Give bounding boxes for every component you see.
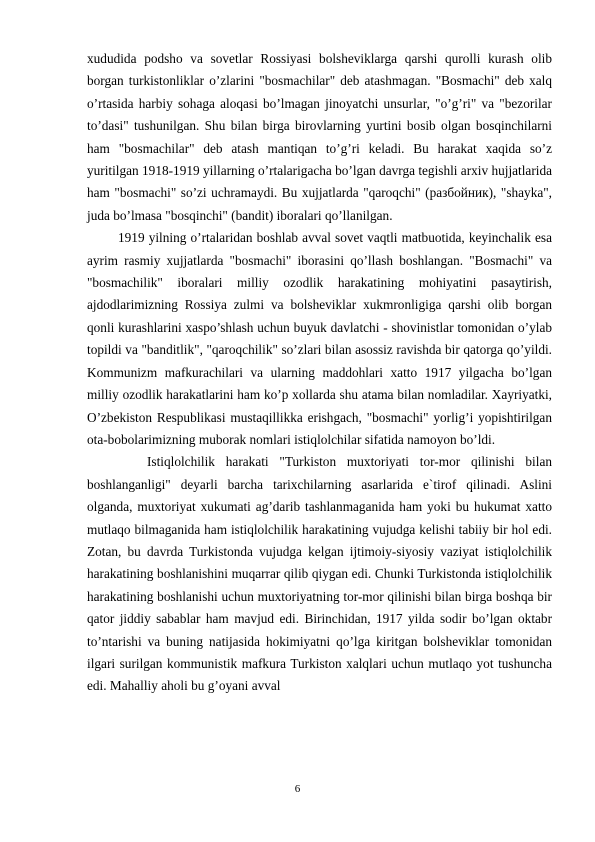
- document-page: [87, 48, 552, 698]
- paragraph-2: 1919 yilning o’rtalaridan boshlab avval sovet vaqtli matbuotida, keyinchalik esa ayrim rasmiy xujjatlarda "bosmachi" iborasini qo’llash boshlangan. "Bosmachi" va "bosmachilik" iboralari milliy ozodlik harakatining mohiyatini pasaytirish, ajdodlarimizning Rossiya zulmi va bolsheviklar xukmronligiga qarshi olib borgan qonli kurashlarini xaspo’shlash uchun buyuk davlatchi - shovinistlar tomonidan o’ylab topildi va "banditlik", "qaroqchilik" so’zlari bilan asossiz ravishda bir qatorga qo’yildi. Kommunizm mafkurachilari va ularning maddohlari xatto 1917 yilgacha bo’lgan milliy ozodlik harakatlarini ham ko’p xollarda shu atama bilan nomladilar. Xayriyatki, O’zbekiston Respublikasi mustaqillikka erishgach, "bosmachi" yorlig’i yopishtirilgan ota-bobolarimizning muborak nomlari istiqlolchilar sifatida namoyon bo’ldi.: [87, 230, 552, 447]
- page-number: 6: [294, 783, 301, 795]
- paragraph-1: xududida podsho va sovetlar Rossiyasi bolsheviklarga qarshi qurolli kurash olib borgan turkistonliklar o’zlarini "bosmachilar" deb atashmagan. "Bosmachi" deb xalq o’rtasida harbiy sohaga aloqasi bo’lmagan jinoyatchi unsurlar, "o’g’ri" va "bezorilar to’dasi" tushunilgan. Shu bilan birga birovlarning yurtini bosib olgan bosqinchilarni ham "bosmachilar" deb atash mantiqan to’g’ri keladi. Bu harakat xaqida so’z yuritilgan 1918-1919 yillarning o’rtalarigacha bo’lgan davrga tegishli arxiv hujjatlarida ham "bosmachi" so’zi uchramaydi. Bu xujjatlarda "qaroqchi" (разбойник), "shayka", juda bo’lmasa "bosqinchi" (bandit) iboralari qo’llanilgan.: [87, 51, 553, 223]
- paragraph-3: Istiqlolchilik harakati "Turkiston muxtoriyati tor-mor qilinishi bilan boshlanganligi" deyarli barcha tarixchilarning asarlarida e`tirof qilinadi. Aslini olganda, muxtoriyat xukumati ag’darib tashlanmaganida ham yoki bu hukumat xatto mutlaqo bilmaganida ham istiqlolchilik harakatining vujudga kelishi tabiiy bir hol edi. Zotan, bu davrda Turkistonda vujudga kelgan ijtimoiy-siyosiy vaziyat istiqlolchilik harakatining boshlanishini muqarrar qilib qiygan edi. Chunki Turkistonda istiqlolchilik harakatining boshlanishi uchun muxtoriyatning tor-mor qilinishi bilan birga boshqa bir qator jiddiy sabablar ham mavjud edi. Birinchidan, 1917 yilda sodir bo’lgan oktabr to’ntarishi va buning natijasida hokimiyatni qo’lga kiritgan bolsheviklar tomonidan ilgari surilgan kommunistik mafkura Turkiston xalqlari uchun mutlaqo yot tushuncha edi. Mahalliy aholi bu g’oyani avval: [87, 454, 552, 694]
